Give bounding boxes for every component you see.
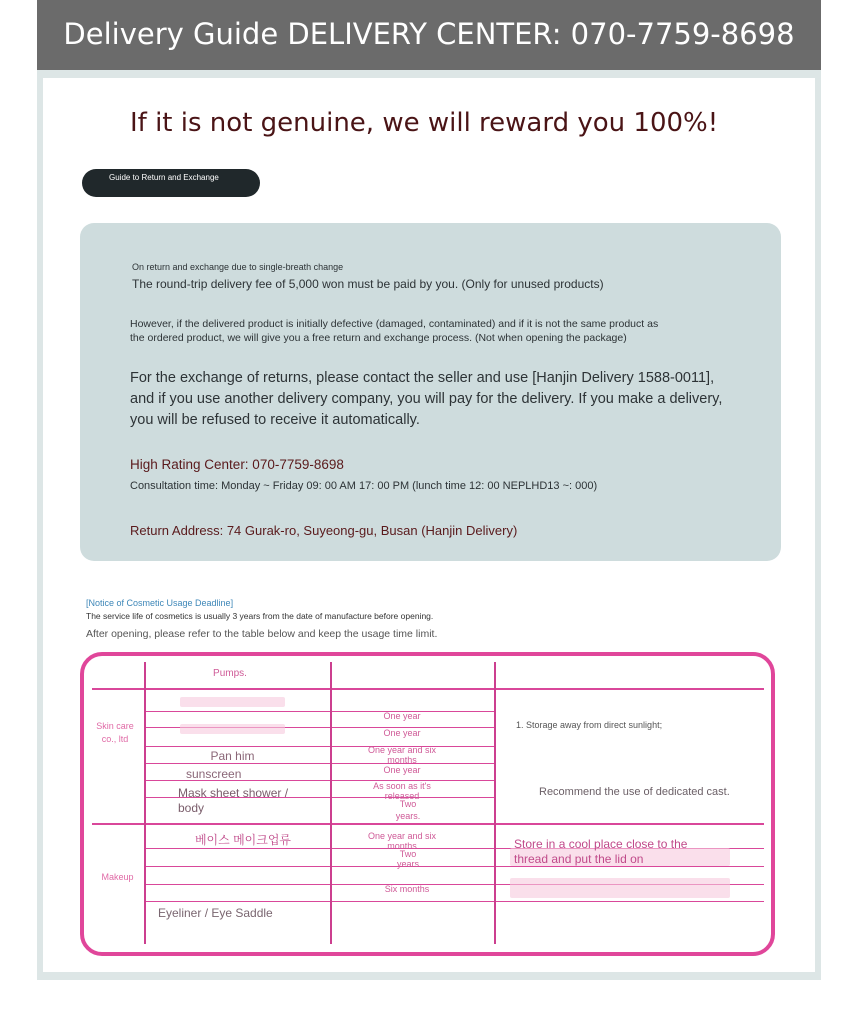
blurred-text [180,724,285,734]
info-line3a: For the exchange of returns, please contact the seller and use [Hanjin Delivery 1588-0011], [130,370,715,386]
info-line3b: and if you use another delivery company, you will pay for the delivery. If you make a delivery, [130,391,723,407]
blurred-text [510,878,730,898]
row-divider [146,711,496,712]
usage-period: Two years. [395,799,421,821]
info-line2b: the ordered product, we will give you a free return and exchange process. (Not when opening the package) [130,332,627,344]
info-line3c: you will be refused to receive it automatically. [130,412,420,428]
product-name: Mask sheet shower / body [178,786,289,815]
usage-period: One year [383,765,421,775]
column-divider [494,662,496,944]
badge-label: Guide to Return and Exchange [109,173,219,182]
consultation-hours: Consultation time: Monday ~ Friday 09: 00 AM 17: 00 PM (lunch time 12: 00 NEPLHD13 ~: 000) [130,480,598,492]
cool-storage-tip: Store in a cool place close to the thread and put the lid on [514,837,688,866]
row-divider [146,746,496,747]
return-address: Return Address: 74 Gurak-ro, Suyeong-gu, Busan (Hanjin Delivery) [130,523,518,538]
info-line1: The round-trip delivery fee of 5,000 won must be paid by you. (Only for unused products) [132,277,604,291]
category-makeup: Makeup [101,872,134,882]
usage-period: One year and six months [367,745,437,765]
blurred-text [180,697,285,707]
header-pumps: Pumps. [213,668,247,679]
info-line2a: However, if the delivered product is initially defective (damaged, contaminated) and if it is not the same product as [130,318,659,330]
rating-center-phone: High Rating Center: 070-7759-8698 [130,457,344,472]
usage-period: As soon as it's released [373,781,431,801]
usage-period: One year and six months [367,831,437,851]
notice-text: The service life of cosmetics is usually 3 years from the date of manufacture before opening. [86,611,434,621]
product-name: sunscreen [186,767,242,781]
product-name: 베이스 메이크업류 [194,833,292,847]
return-exchange-guide-badge [82,169,260,197]
product-name: Pan him [210,749,255,763]
column-divider [144,662,146,944]
usage-period: Six months [384,884,430,894]
notice-title: [Notice of Cosmetic Usage Deadline] [86,598,234,608]
row-divider [146,901,764,902]
table-divider [92,823,764,825]
usage-period: One year [383,711,421,721]
table-divider [92,688,764,690]
column-divider [330,662,332,944]
category-skin-care: Skin care co., ltd [96,721,134,744]
usage-period: One year [383,728,421,738]
storage-tip: 1. Storage away from direct sunlight; [516,720,663,730]
header-title: Delivery Guide DELIVERY CENTER: 070-7759-8698 [63,17,795,51]
usage-period: Two years [396,849,419,869]
genuine-guarantee-heading: If it is not genuine, we will reward you 100%! [130,108,719,138]
info-line1-small: On return and exchange due to single-breath change [132,262,344,272]
product-name: Eyeliner / Eye Saddle [158,906,273,920]
cast-tip: Recommend the use of dedicated cast. [539,786,730,798]
header-bar [37,0,821,70]
notice-text-2: After opening, please refer to the table below and keep the usage time limit. [86,628,438,640]
